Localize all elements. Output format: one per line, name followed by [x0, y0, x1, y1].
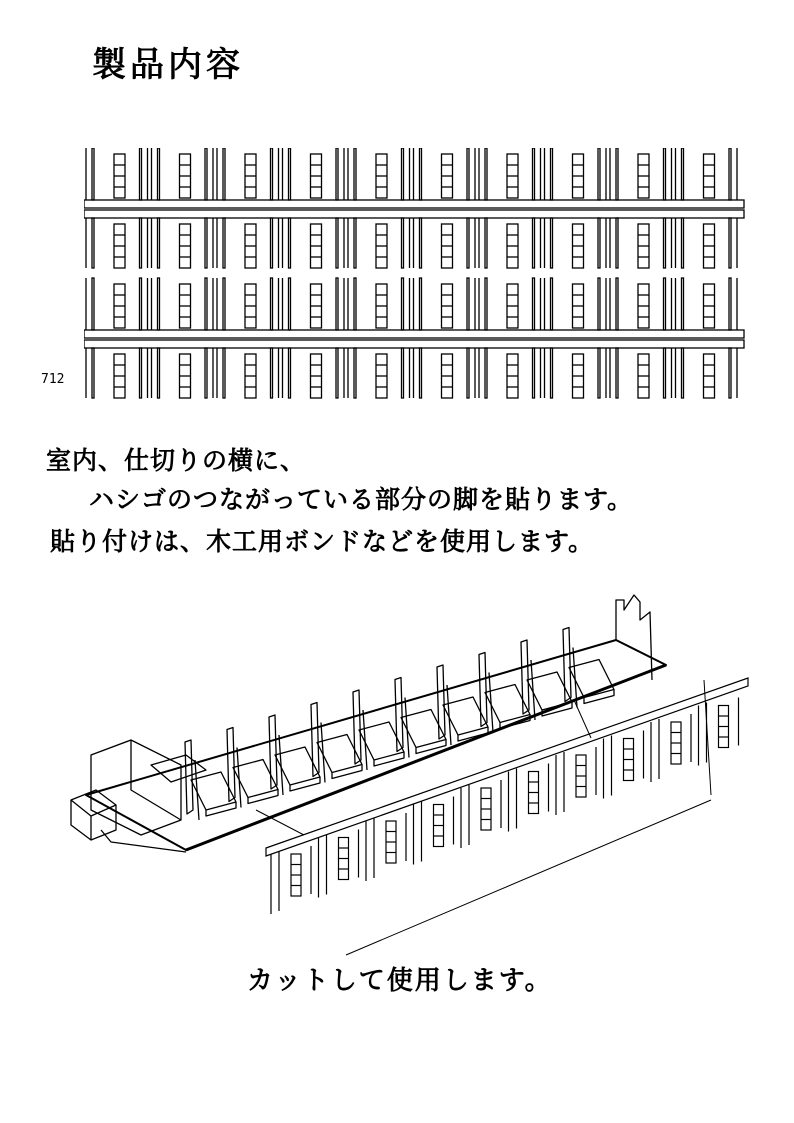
- assembly-diagram: [56, 590, 756, 960]
- instruction-line-3: 貼り付けは、木工用ボンドなどを使用します。: [50, 527, 595, 556]
- part-number-label: 712: [41, 372, 65, 387]
- caption: カットして使用します。: [247, 966, 553, 996]
- page-title: 製品内容: [92, 45, 244, 85]
- instruction-line-1: 室内、仕切りの横に、: [46, 446, 307, 475]
- parts-sprue-drawing: [84, 148, 748, 400]
- instruction-line-2: ハシゴのつながっている部分の脚を貼ります。: [89, 485, 634, 514]
